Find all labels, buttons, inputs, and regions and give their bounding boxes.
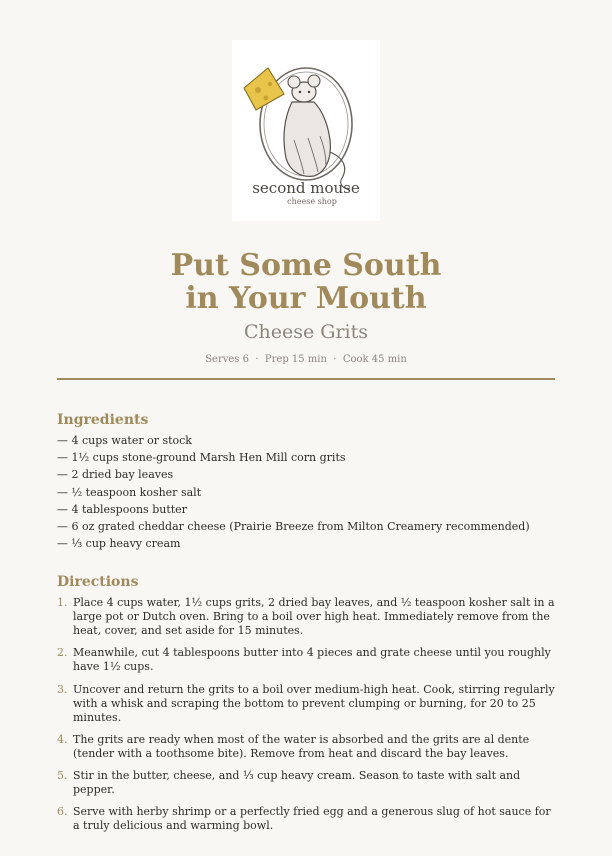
step-number: 5. (57, 769, 68, 783)
list-item: — 4 tablespoons butter (57, 502, 187, 516)
recipe-subtitle: Cheese Grits (243, 321, 369, 343)
list-item: — 6 oz grated cheddar cheese (Prairie Breeze from Milton Creamery recommended) (57, 520, 530, 534)
step-text: The grits are ready when most of the water is absorbed and the grits are al dente (tender with a toothsome bite). Remove from heat and discard the bay leaves. (73, 732, 530, 760)
logo (232, 40, 380, 221)
step-text: Meanwhile, cut 4 tablespoons butter into 4 pieces and grate cheese until you roughly have 1½ cups. (73, 646, 551, 674)
directions-heading: Directions (57, 574, 139, 590)
list-item (57, 683, 557, 725)
step-number: 6. (57, 805, 68, 819)
list-item (57, 805, 557, 833)
step-number: 4. (57, 732, 68, 746)
step-number: 1. (57, 596, 68, 609)
list-item (57, 733, 557, 761)
directions-list (57, 596, 557, 842)
list-item: — 2 dried bay leaves (57, 468, 174, 482)
step-number: 3. (57, 682, 68, 696)
step-text: Stir in the butter, cheese, and ⅓ cup heavy cream. Season to taste with salt and pepper. (73, 769, 521, 797)
step-number: 2. (57, 646, 68, 660)
serves: Serves 6 (205, 354, 249, 365)
step-text: Place 4 cups water, 1½ cups grits, 2 dried bay leaves, and ½ teaspoon kosher salt in a large pot or Dutch oven. Bring to a boil over high heat. Immediately remove from the heat, cover, and set aside for 15 minutes. (73, 596, 555, 637)
step-text: Uncover and return the grits to a boil over medium-high heat. Cook, stirring regularly with a whisk and scraping the bottom to prevent clumping or burning, for 20 to 25 minutes. (73, 682, 555, 724)
meta-separator: · (255, 354, 259, 365)
title-line-1: Put Some South (170, 248, 442, 283)
cook-time: Cook 45 min (342, 354, 407, 365)
ingredients-list (57, 432, 577, 552)
prep-time: Prep 15 min (264, 354, 327, 365)
step-text: Serve with herby shrimp or a perfectly fried egg and a generous slug of hot sauce for a truly delicious and warming bowl. (73, 805, 551, 833)
brand-line-1: second mouse (252, 179, 360, 197)
brand-line-2: cheese shop (287, 197, 337, 206)
list-item: — 4 cups water or stock (57, 434, 192, 447)
divider (57, 378, 555, 380)
ingredients-heading: Ingredients (57, 412, 149, 428)
list-item (57, 596, 557, 638)
list-item: — 1½ cups stone-ground Marsh Hen Mill corn grits (57, 451, 346, 465)
meta-separator: · (333, 354, 337, 365)
list-item: — ⅓ cup heavy cream (57, 537, 181, 551)
title-line-2: in Your Mouth (185, 281, 427, 316)
page-title (0, 249, 612, 315)
recipe-meta (0, 353, 612, 367)
list-item (57, 769, 557, 797)
list-item: — ½ teaspoon kosher salt (57, 485, 202, 499)
list-item (57, 646, 557, 674)
mouse-with-cheese-icon (232, 40, 380, 221)
